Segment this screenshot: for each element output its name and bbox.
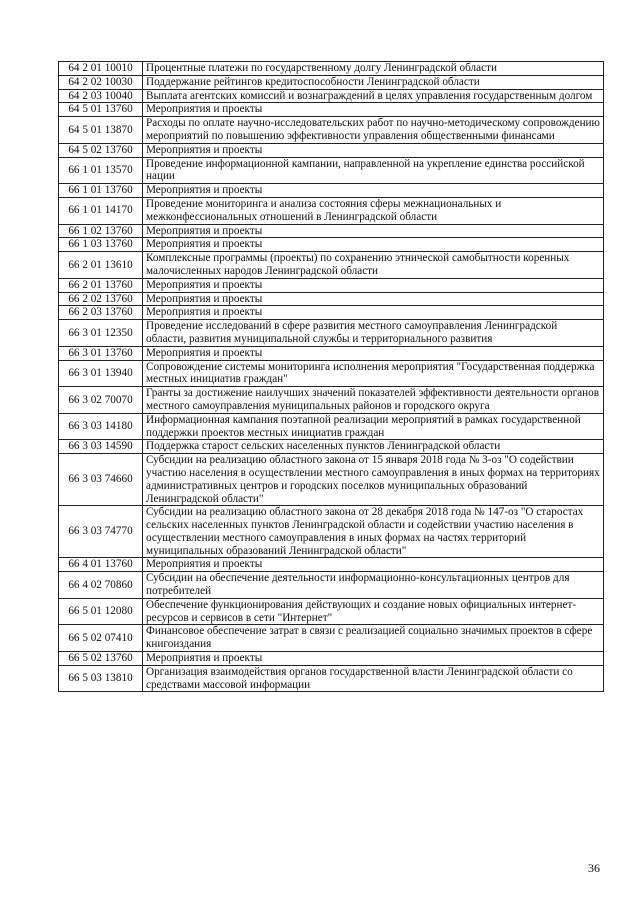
row-description: Информационная кампания поэтапной реализации мероприятий в рамках государственной поддержки проектов местных инициатив граждан	[143, 413, 604, 440]
row-description: Организация взаимодействия органов государственной власти Ленинградской области со средствами массовой информации	[143, 665, 604, 692]
row-description: Поддержание рейтингов кредитоспособности Ленинградской области	[143, 75, 604, 89]
document-page	[58, 61, 603, 692]
row-code: 66 5 01 12080	[59, 598, 143, 625]
table-row	[59, 238, 604, 252]
row-description: Субсидии на реализацию областного закона от 15 января 2018 года № 3-оз "О содействии участию населения в осуществлении местного самоуправления в иных формах на территориях административных центров и городских поселков муниципальных образований Ленинградской области"	[143, 454, 604, 506]
row-code: 66 3 01 13940	[59, 360, 143, 387]
page-number: 36	[588, 861, 600, 875]
table-row	[59, 278, 604, 292]
table-body	[59, 62, 604, 692]
table-row	[59, 506, 604, 558]
row-description: Субсидии на обеспечение деятельности информационно-консультационных центров для потребителей	[143, 572, 604, 599]
row-description: Мероприятия и проекты	[143, 224, 604, 238]
table-row	[59, 117, 604, 144]
row-description: Комплексные программы (проекты) по сохранению этнической самобытности коренных малочисленных народов Ленинградской области	[143, 252, 604, 279]
row-description: Обеспечение функционирования действующих и создание новых официальных интернет-ресурсов и сервисов в сети "Интернет"	[143, 598, 604, 625]
row-code: 64 2 01 10010	[59, 62, 143, 76]
row-description: Мероприятия и проекты	[143, 184, 604, 198]
table-row	[59, 252, 604, 279]
table-row	[59, 572, 604, 599]
row-code: 66 1 02 13760	[59, 224, 143, 238]
row-code: 66 3 03 74770	[59, 506, 143, 558]
table-row	[59, 665, 604, 692]
table-row	[59, 292, 604, 306]
row-description: Сопровождение системы мониторинга исполнения мероприятия "Государственная поддержка местных инициатив граждан"	[143, 360, 604, 387]
table-row	[59, 89, 604, 103]
table-row	[59, 387, 604, 414]
table-row	[59, 320, 604, 347]
table-row	[59, 157, 604, 184]
row-description: Мероприятия и проекты	[143, 558, 604, 572]
row-code: 64 5 01 13760	[59, 103, 143, 117]
row-description: Гранты за достижение наилучших значений показателей эффективности деятельности органов местного самоуправления муниципальных районов и городского округа	[143, 387, 604, 414]
table-row	[59, 143, 604, 157]
row-code: 66 4 02 70860	[59, 572, 143, 599]
row-code: 66 3 03 14590	[59, 440, 143, 454]
row-code: 66 5 03 13810	[59, 665, 143, 692]
row-description: Процентные платежи по государственному долгу Ленинградской области	[143, 62, 604, 76]
row-description: Расходы по оплате научно-исследовательских работ по научно-методическому сопровождению мероприятий по повышению эффективности управления общественными финансами	[143, 117, 604, 144]
row-description: Мероприятия и проекты	[143, 103, 604, 117]
row-code: 66 5 02 13760	[59, 652, 143, 666]
table-row	[59, 558, 604, 572]
row-description: Проведение мониторинга и анализа состояния сферы межнациональных и межконфессиональных отношений в Ленинградской области	[143, 197, 604, 224]
table-row	[59, 598, 604, 625]
row-code: 66 2 03 13760	[59, 306, 143, 320]
row-description: Мероприятия и проекты	[143, 306, 604, 320]
table-row	[59, 62, 604, 76]
table-row	[59, 346, 604, 360]
row-code: 66 2 01 13610	[59, 252, 143, 279]
row-code: 66 3 03 14180	[59, 413, 143, 440]
row-code: 66 3 01 12350	[59, 320, 143, 347]
row-code: 66 1 01 14170	[59, 197, 143, 224]
row-description: Проведение исследований в сфере развития местного самоуправления Ленинградской области, развития муниципальной службы и территориального развития	[143, 320, 604, 347]
table-row	[59, 454, 604, 506]
row-code: 66 1 01 13570	[59, 157, 143, 184]
row-code: 64 5 02 13760	[59, 143, 143, 157]
row-description: Мероприятия и проекты	[143, 652, 604, 666]
table-row	[59, 75, 604, 89]
table-row	[59, 440, 604, 454]
row-description: Проведение информационной кампании, направленной на укрепление единства российской нации	[143, 157, 604, 184]
row-description: Субсидии на реализацию областного закона от 28 декабря 2018 года № 147-оз "О старостах сельских населенных пунктов Ленинградской области и содействии участию населения в осуществлении местного самоуправления в иных формах на частях территорий муниципальных образований Ленинградской области"	[143, 506, 604, 558]
row-description: Выплата агентских комиссий и вознаграждений в целях управления государственным долгом	[143, 89, 604, 103]
table-row	[59, 306, 604, 320]
row-code: 66 3 02 70070	[59, 387, 143, 414]
row-code: 64 2 02 10030	[59, 75, 143, 89]
row-code: 66 5 02 07410	[59, 625, 143, 652]
row-description: Мероприятия и проекты	[143, 346, 604, 360]
row-description: Поддержка старост сельских населенных пунктов Ленинградской области	[143, 440, 604, 454]
row-code: 66 1 01 13760	[59, 184, 143, 198]
row-description: Мероприятия и проекты	[143, 278, 604, 292]
row-description: Финансовое обеспечение затрат в связи с реализацией социально значимых проектов в сфере книгоиздания	[143, 625, 604, 652]
row-code: 66 3 01 13760	[59, 346, 143, 360]
table-row	[59, 224, 604, 238]
table-row	[59, 360, 604, 387]
row-code: 64 2 03 10040	[59, 89, 143, 103]
budget-classification-table	[58, 61, 604, 692]
table-row	[59, 197, 604, 224]
row-code: 66 4 01 13760	[59, 558, 143, 572]
table-row	[59, 413, 604, 440]
row-description: Мероприятия и проекты	[143, 292, 604, 306]
row-description: Мероприятия и проекты	[143, 143, 604, 157]
row-description: Мероприятия и проекты	[143, 238, 604, 252]
row-code: 64 5 01 13870	[59, 117, 143, 144]
row-code: 66 2 01 13760	[59, 278, 143, 292]
table-row	[59, 103, 604, 117]
table-row	[59, 652, 604, 666]
row-code: 66 2 02 13760	[59, 292, 143, 306]
row-code: 66 3 03 74660	[59, 454, 143, 506]
table-row	[59, 625, 604, 652]
row-code: 66 1 03 13760	[59, 238, 143, 252]
table-row	[59, 184, 604, 198]
